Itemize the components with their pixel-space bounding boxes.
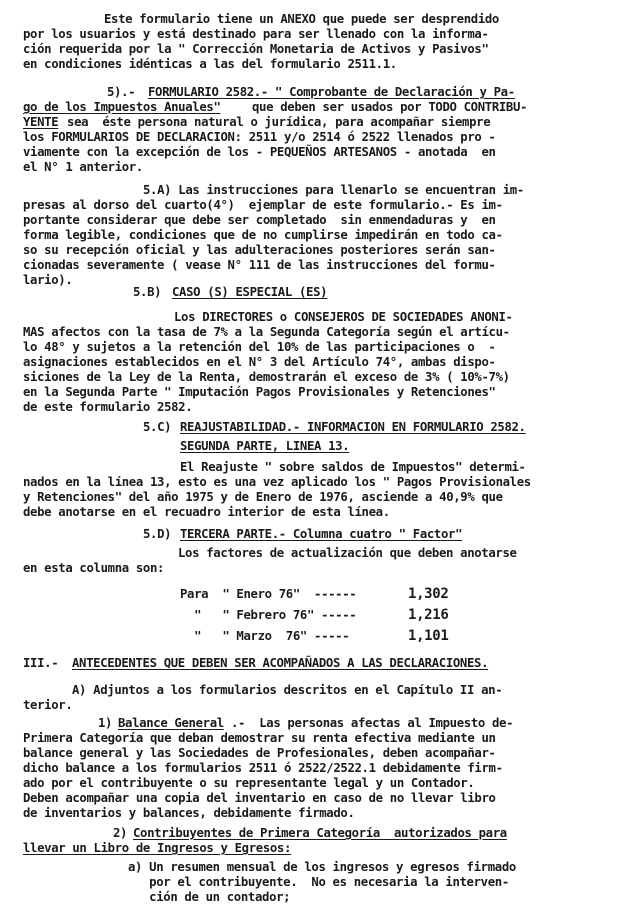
factor-label-febrero: " " Febrero 76" ----- (180, 608, 357, 622)
factor-value-febrero: 1,216 (408, 607, 449, 623)
section-5b-line-2: MAS afectos con la tasa de 7% a la Segunda Categoría según el artícu- (23, 325, 510, 339)
section-5d-line-1: Los factores de actualización que deben anotarse (178, 546, 517, 560)
section-5-line-5: viamente con la excepción de los - PEQUEÑOS ARTESANOS - anotada en (23, 145, 496, 159)
section-5b-title: CASO (S) ESPECIAL (ES) (172, 285, 328, 299)
intro-line-2: por los usuarios y está destinado para ser llenado con la informa- (23, 27, 489, 41)
item-1-title: Balance General (118, 716, 224, 730)
section-5b-line-3: lo 48° y sujetos a la retención del 10% de las participaciones o - (23, 340, 496, 354)
section-5c-title: REAJUSTABILIDAD.- INFORMACION EN FORMULARIO 2582. (180, 420, 526, 434)
section-5c-line-2: nados en la línea 13, esto es una vez aplicado los " Pagos Provisionales (23, 475, 531, 489)
section-5c-line-3: y Retenciones" del año 1975 y de Enero de 1976, asciende a 40,9% que (23, 490, 503, 504)
item-2a-line-1: a) Un resumen mensual de los ingresos y egresos firmado (128, 860, 516, 874)
factor-label-marzo: " " Marzo 76" ----- (180, 629, 350, 643)
section-5-title-cont: go de los Impuestos Anuales" (23, 100, 221, 114)
section-5-title: FORMULARIO 2582.- " Comprobante de Declaración y Pa- (148, 85, 515, 99)
item-1-line-7: de inventarios y balances, debidamente firmado. (23, 806, 355, 820)
section-5c-line-1: El Reajuste " sobre saldos de Impuestos" determi- (180, 460, 526, 474)
item-2a-line-2: por el contribuyente. No es necesaria la interven- (128, 875, 509, 889)
section-5b-line-1: Los DIRECTORES o CONSEJEROS DE SOCIEDADES ANONI- (174, 310, 513, 324)
item-2a-line-3: ción de un contador; (128, 890, 291, 904)
section-5-line-4: los FORMULARIOS DE DECLARACION: 2511 y/o 2514 ó 2522 llenados pro - (23, 130, 496, 144)
section-5-line-3: sea éste persona natural o jurídica, para acompañar siempre (60, 115, 491, 129)
item-1-line-1: .- Las personas afectas al Impuesto de- (231, 716, 514, 730)
item-1-line-2: Primera Categoría que deban demostrar su renta efectiva mediante un (23, 731, 496, 745)
section-5d-number: 5.D) (143, 527, 172, 541)
section-iii-a-line-2: terior. (23, 698, 73, 712)
factor-value-enero: 1,302 (408, 586, 449, 602)
section-5a-line-2: presas al dorso del cuarto(4°) ejemplar de este formulario.- Es im- (23, 198, 503, 212)
item-2-title: Contribuyentes de Primera Categoría autorizados para (133, 826, 507, 840)
section-5c-title-cont: SEGUNDA PARTE, LINEA 13. (180, 439, 350, 453)
section-5b-line-6: en la Segunda Parte " Imputación Pagos Provisionales y Retenciones" (23, 385, 496, 399)
section-5a-line-7: lario). (23, 273, 73, 287)
section-5-yente: YENTE (23, 115, 59, 129)
section-5b-number: 5.B) (133, 285, 162, 299)
intro-line-1: Este formulario tiene un ANEXO que puede ser desprendido (104, 12, 499, 26)
factor-value-marzo: 1,101 (408, 628, 449, 644)
section-5a-line-1: 5.A) Las instrucciones para llenarlo se encuentran im- (143, 183, 524, 197)
intro-line-4: en condiciones idénticas a las del formulario 2511.1. (23, 57, 397, 71)
section-5d-line-2: en esta columna son: (23, 561, 165, 575)
item-1-line-5: ado por el contribuyente o su representante legal y un Contador. (23, 776, 475, 790)
item-1-line-4: dicho balance a los formularios 2511 ó 2522/2522.1 debidamente firm- (23, 761, 503, 775)
item-1-line-3: balance general y las Sociedades de Profesionales, deben acompañar- (23, 746, 496, 760)
item-1-number: 1) (98, 716, 113, 730)
section-iii-a-line-1: A) Adjuntos a los formularios descritos en el Capítulo II an- (72, 683, 503, 697)
section-iii-number: III.- (23, 656, 59, 670)
section-5a-line-5: so su recepción oficial y las adulteraciones posteriores serán san- (23, 243, 496, 257)
section-5b-line-5: siciones de la Ley de la Renta, demostrarán el exceso de 3% ( 10%-7%) (23, 370, 510, 384)
intro-line-3: ción requerida por la " Corrección Monetaria de Activos y Pasivos" (23, 42, 489, 56)
section-5b-line-7: de este formulario 2582. (23, 400, 193, 414)
item-2-number: 2) (113, 826, 128, 840)
section-5-number: 5).- (107, 85, 136, 99)
section-5c-number: 5.C) (143, 420, 172, 434)
section-5d-title: TERCERA PARTE.- Columna cuatro " Factor" (180, 527, 463, 541)
section-5c-line-4: debe anotarse en el recuadro interior de esta línea. (23, 505, 390, 519)
section-5-line-6: el N° 1 anterior. (23, 160, 143, 174)
section-5a-line-3: portante considerar que debe ser completado sin enmendaduras y en (23, 213, 496, 227)
section-5b-line-4: asignaciones establecidos en el N° 3 del Artículo 74°, ambas dispo- (23, 355, 496, 369)
section-5a-line-4: forma legible, condiciones que de no cumplirse impedirán en todo ca- (23, 228, 503, 242)
item-2-title-cont: llevar un Libro de Ingresos y Egresos: (23, 841, 292, 855)
factor-label-enero: Para " Enero 76" ------ (180, 587, 357, 601)
item-1-line-6: Deben acompañar una copia del inventario en caso de no llevar libro (23, 791, 496, 805)
section-iii-title: ANTECEDENTES QUE DEBEN SER ACOMPAÑADOS A LAS DECLARACIONES. (72, 656, 489, 670)
section-5a-line-6: cionadas severamente ( vease N° 111 de las instrucciones del formu- (23, 258, 496, 272)
section-5-line-2: que deben ser usados por TODO CONTRIBU- (252, 100, 528, 114)
